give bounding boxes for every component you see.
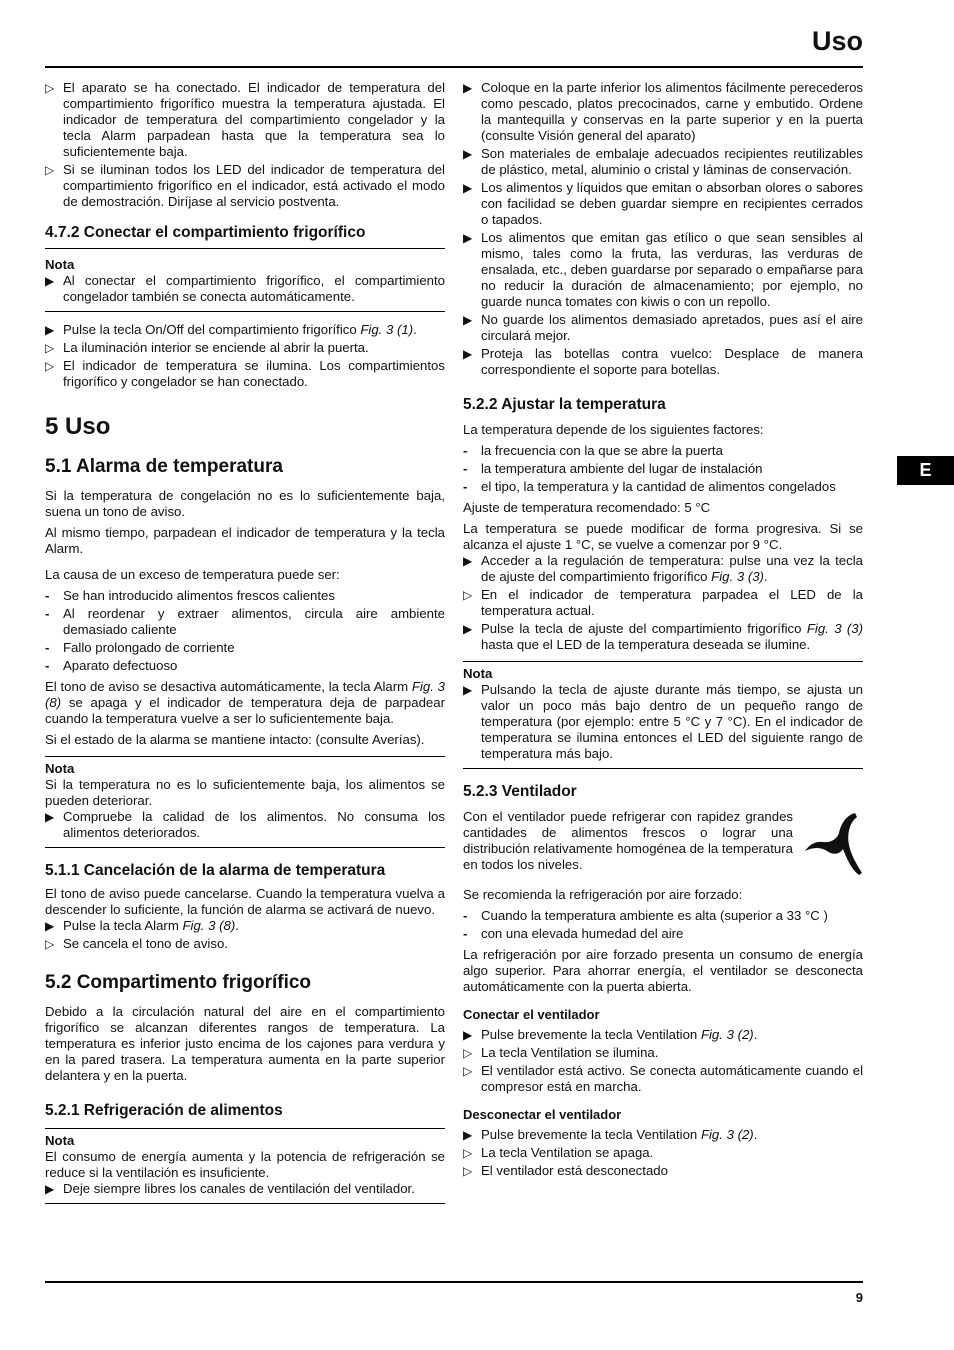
note-text: El consumo de energía aumenta y la potencia de refrigeración se reduce si la ventilación es insuficiente. (45, 1149, 445, 1180)
paragraph: Si la temperatura de congelación no es lo suficientemente baja, suena un tono de aviso. (45, 488, 445, 519)
list-item: ▶ Pulse la tecla de ajuste del compartimiento frigorífico Fig. 3 (3) hasta que el LED de la temperatura deseada se ilumine. (463, 621, 864, 652)
list-item: ▶ Pulse brevemente la tecla Ventilation Fig. 3 (2). (463, 1027, 758, 1042)
paragraph: Se recomienda la refrigeración por aire forzado: (463, 887, 743, 902)
paragraph: El tono de aviso puede cancelarse. Cuando la temperatura vuelva a descender lo suficiente, la función de alarma se activará de nuevo. (45, 886, 445, 917)
list-item: ▷ El ventilador está desconectado (463, 1163, 668, 1178)
list-item: ▶ Acceder a la regulación de temperatura: pulse una vez la tecla de ajuste del compartimiento frigorífico Fig. 3 (3). (463, 553, 863, 584)
page-number: 9 (855, 1290, 863, 1305)
list-item: ▷ La tecla Ventilation se apaga. (463, 1145, 654, 1160)
steps-5-1-1 (45, 918, 445, 952)
section-5-2-2-title: 5.2.2 Ajustar la temperatura (463, 396, 666, 413)
note-item: ▶ Deje siempre libres los canales de ventilación del ventilador. (45, 1181, 415, 1196)
steps-5-2-2 (463, 553, 863, 653)
list-item: - Cuando la temperatura ambiente es alta (superior a 33 °C ) (463, 908, 828, 923)
steps-fan-on (463, 1027, 863, 1095)
note-5-2-1 (45, 1128, 445, 1204)
list-item: ▶ Pulse brevemente la tecla Ventilation Fig. 3 (2). (463, 1127, 758, 1142)
figure-reference: Fig. 3 (3) (711, 569, 764, 584)
chapter-5-title: 5 Uso (45, 413, 111, 440)
note-item: ▶ Al conectar el compartimiento frigorífico, el compartimiento congelador también se conecta automáticamente. (45, 273, 445, 304)
figure-reference: Fig. 3 (8) (182, 918, 236, 933)
list-item: - Se han introducido alimentos frescos calientes (45, 588, 335, 603)
list-item: ▶ No guarde los alimentos demasiado apretados, pues así el aire circulará mejor. (463, 312, 863, 343)
list-item: - Aparato defectuoso (45, 658, 178, 673)
fan-intro (463, 809, 863, 877)
list-item: ▶ Los alimentos que emitan gas etílico o que sean sensibles al mismo, tales como la fruta, las verduras, las verduras de ensalada, etc., deben guardarse por separado o empañarse para no reducir la duración de almacenamiento; por ejemplo, no guarde nunca tomates con kiwis o con un repollo. (463, 230, 863, 309)
list-item: ▶ Coloque en la parte inferior los alimentos fácilmente perecederos como pescado, platos precocinados, carne y embutido. Ordene la mantequilla y conservas en la parte superior y en la puerta (consulte Visión general del aparato) (463, 80, 863, 143)
section-5-2-1-title: 5.2.1 Refrigeración de alimentos (45, 1102, 283, 1119)
section-4-7-2-title: 4.7.2 Conectar el compartimiento frigorífico (45, 224, 445, 249)
list-item: ▶ Proteja las botellas contra vuelco: Desplace de manera correspondiente el soporte para botellas. (463, 346, 863, 377)
section-5-1-title: 5.1 Alarma de temperatura (45, 456, 283, 477)
steps-4-7-2 (45, 322, 445, 390)
paragraph: Si el estado de la alarma se mantiene intacto: (consulte Averías). (45, 732, 425, 747)
list-item: ▷ Se cancela el tono de aviso. (45, 936, 228, 951)
list-item: ▷ El indicador de temperatura se ilumina. Los compartimientos frigorífico y congelador se han conectado. (45, 358, 445, 389)
cases-list (463, 908, 863, 942)
steps-fan-off (463, 1127, 863, 1179)
left-column (45, 80, 445, 1214)
paragraph: La causa de un exceso de temperatura puede ser: (45, 567, 340, 582)
list-item: ▶ Pulse la tecla Alarm Fig. 3 (8). (45, 918, 239, 933)
paragraph: Debido a la circulación natural del aire en el compartimiento frigorífico se alcanzan diferentes rangos de temperatura. La temperatura es inferior justo encima de los cajones para verdura y en la pared trasera. La temperatura aumenta en la parte superior delantera y en la puerta. (45, 1004, 445, 1083)
page-header-title: Uso (811, 26, 863, 56)
paragraph: Al mismo tiempo, parpadean el indicador de temperatura y la tecla Alarm. (45, 525, 445, 556)
list-item: ▷ La tecla Ventilation se ilumina. (463, 1045, 659, 1060)
paragraph: La temperatura se puede modificar de forma progresiva. Si se alcanza el ajuste 1 °C, se vuelve a comenzar por 9 °C. (463, 521, 863, 552)
paragraph: La temperatura depende de los siguientes factores: (463, 422, 764, 437)
paragraph: Ajuste de temperatura recomendado: 5 °C (463, 500, 711, 515)
note-title: Nota (45, 761, 75, 776)
list-item: ▶ Son materiales de embalaje adecuados recipientes reutilizables de plástico, metal, aluminio o cristal y láminas de conservación. (463, 146, 863, 177)
note-5-2-2 (463, 661, 863, 769)
list-item: - el tipo, la temperatura y la cantidad de alimentos congelados (463, 479, 836, 494)
list-item: ▷ El aparato se ha conectado. El indicador de temperatura del compartimiento frigorífico muestra la temperatura ajustada. El indicador de temperatura del compartimiento congelador y la tecla Alarm parpadean hasta que la temperatura sea lo suficientemente baja. (45, 80, 445, 159)
figure-reference: Fig. 3 (1) (360, 322, 414, 337)
factors-list (463, 443, 863, 495)
list-item: ▷ El ventilador está activo. Se conecta automáticamente cuando el compresor está en marcha. (463, 1063, 863, 1094)
list-item: - Al reordenar y extraer alimentos, circula aire ambiente demasiado caliente (45, 606, 445, 637)
footer-rule (45, 1281, 863, 1283)
list-item: ▶ Pulse la tecla On/Off del compartimiento frigorífico Fig. 3 (1). (45, 322, 417, 337)
intro-list (45, 80, 445, 210)
list-item: - con una elevada humedad del aire (463, 926, 684, 941)
paragraph: El tono de aviso se desactiva automáticamente, la tecla Alarm Fig. 3 (8) se apaga y el indicador de temperatura deja de parpadear cuando la temperatura vuelve a ser lo suficientemente baja. (45, 679, 446, 726)
causes-list (45, 588, 445, 674)
section-5-2-3-title: 5.2.3 Ventilador (463, 783, 577, 800)
note-title: Nota (45, 257, 75, 272)
list-item: ▶ Los alimentos y líquidos que emitan o absorban olores o sabores con facilidad se deben guardar siempre en recipientes cerrados o tapados. (463, 180, 863, 227)
fan-on-title: Conectar el ventilador (463, 1007, 600, 1022)
storage-tips-list (463, 80, 863, 378)
paragraph: La refrigeración por aire forzado presenta un consumo de energía algo superior. Para ahorrar energía, el ventilador se desconecta automáticamente con la puerta abierta. (463, 947, 863, 994)
fan-off-title: Desconectar el ventilador (463, 1107, 622, 1122)
note-title: Nota (45, 1133, 75, 1148)
paragraph: Con el ventilador puede refrigerar con rapidez grandes cantidades de alimentos frescos o lograr una distribución relativamente homogénea de la temperatura en todos los niveles. (463, 809, 793, 872)
note-text: Si la temperatura no es lo suficientemente baja, los alimentos se pueden deteriorar. (45, 777, 445, 808)
language-tab: E (897, 456, 954, 485)
note-item: ▶ Pulsando la tecla de ajuste durante más tiempo, se ajusta un valor un poco más bajo dentro de un pequeño rango de temperatura (por ejemplo: entre 5 °C y 7 °C). En el indicador de temperatura se ilumina entonces el LED del siguiente rango de temperatura más bajo. (463, 682, 863, 761)
note-5-1 (45, 756, 445, 848)
list-item: - Fallo prolongado de corriente (45, 640, 235, 655)
section-5-1-1-title: 5.1.1 Cancelación de la alarma de temperatura (45, 862, 386, 879)
figure-reference: Fig. 3 (8) (45, 679, 446, 710)
figure-reference: Fig. 3 (2) (700, 1027, 754, 1042)
section-5-2-title: 5.2 Compartimento frigorífico (45, 972, 312, 993)
fan-icon (793, 809, 863, 877)
note-item: ▶ Compruebe la calidad de los alimentos. No consuma los alimentos deteriorados. (45, 809, 445, 840)
list-item: ▷ En el indicador de temperatura parpadea el LED de la temperatura actual. (463, 587, 863, 618)
list-item: ▷ Si se iluminan todos los LED del indicador de temperatura del compartimiento frigorífico en el indicador, está activado el modo de demostración. Diríjase al servicio postventa. (45, 162, 445, 209)
note-title: Nota (463, 666, 493, 681)
list-item: - la frecuencia con la que se abre la puerta (463, 443, 723, 458)
figure-reference: Fig. 3 (2) (700, 1127, 754, 1142)
header-rule (45, 66, 863, 68)
list-item: - la temperatura ambiente del lugar de instalación (463, 461, 763, 476)
right-column (463, 80, 863, 1184)
list-item: ▷ La iluminación interior se enciende al abrir la puerta. (45, 340, 369, 355)
note-4-7-2 (45, 253, 445, 312)
figure-reference: Fig. 3 (3) (806, 621, 864, 636)
